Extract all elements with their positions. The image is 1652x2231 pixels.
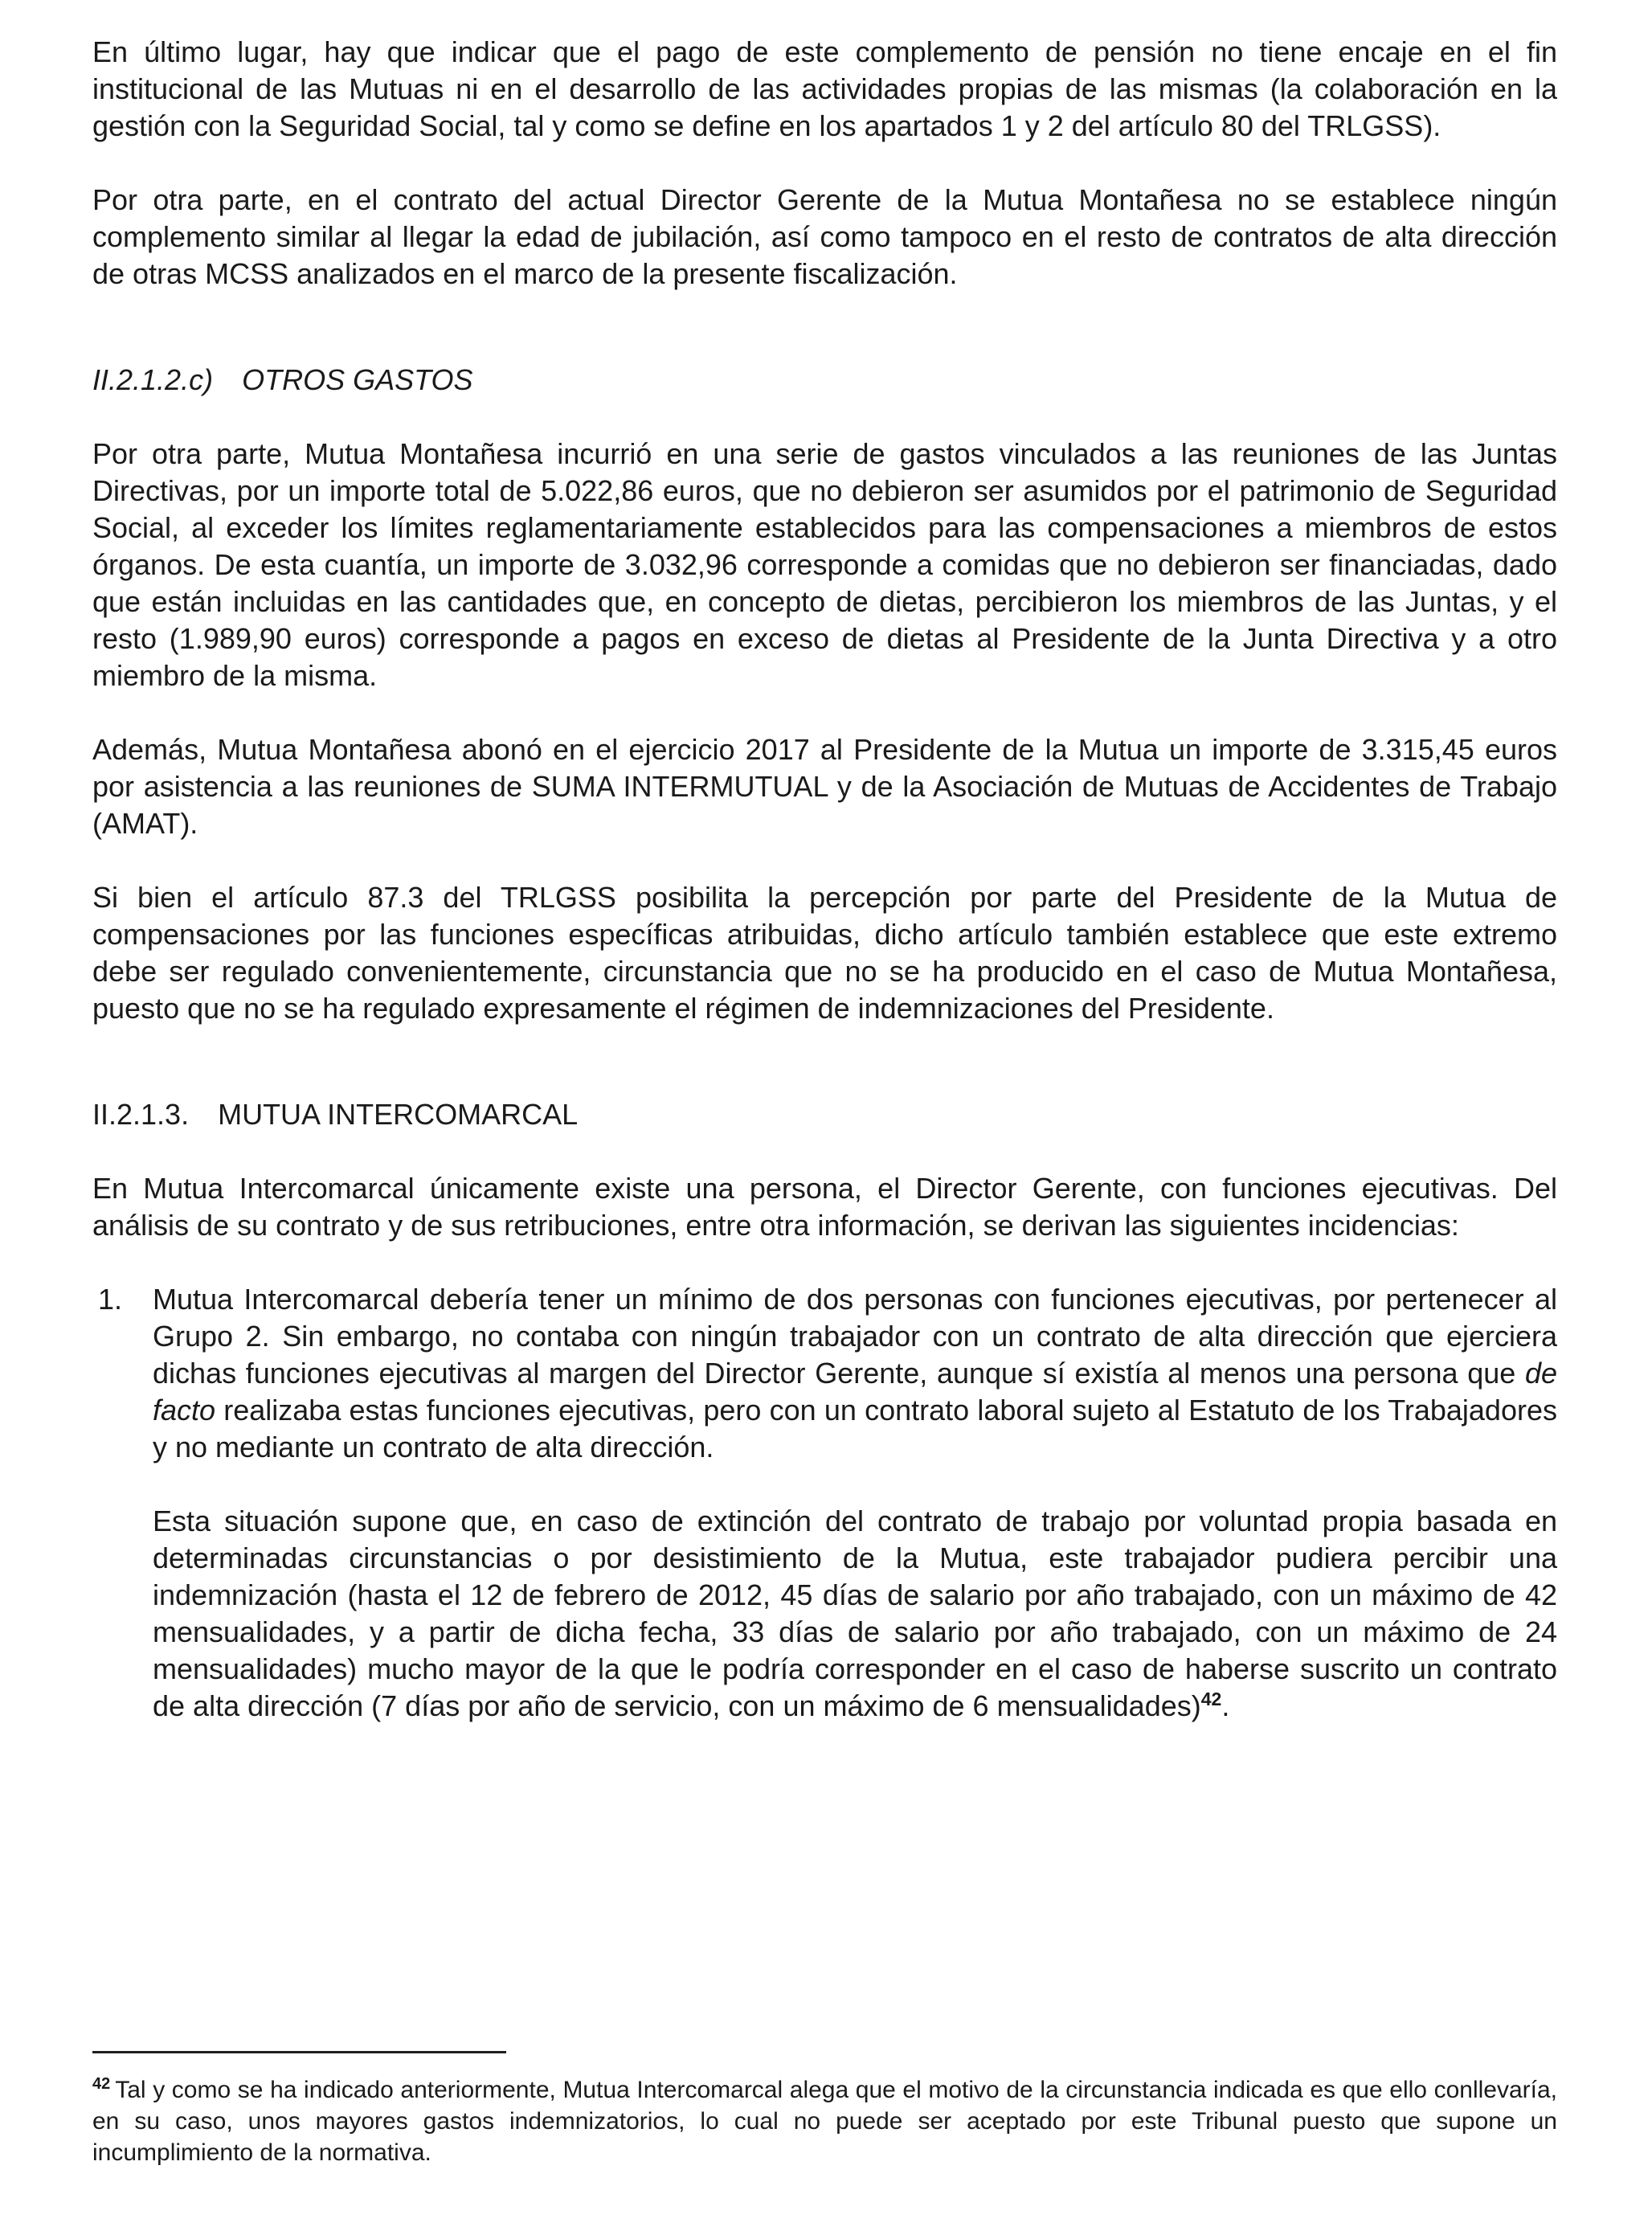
list-item-marker: 1. bbox=[98, 1283, 123, 1316]
section-heading-mutua-intercomarcal bbox=[92, 1064, 1557, 1133]
footnote-text bbox=[92, 2074, 1557, 2168]
heading-number: II.2.1.2.c) bbox=[92, 363, 214, 396]
section-heading-otros-gastos bbox=[92, 330, 1557, 399]
list-item-body bbox=[153, 1281, 1557, 1762]
paragraph-3: Por otra parte, Mutua Montañesa incurrió en una serie de gastos vinculados a las reuniones de las Juntas Directivas, por un importe total de 5.022,86 euros, que no debieron ser asumidos por el patrimonio de Seguridad Social, al exceder los límites reglamentariamente establecidos para las compensaciones a miembros de estos órganos. De esta cuantía, un importe de 3.032,96 corresponde a comidas que no debieron ser financiadas, dado que están incluidas en las cantidades que, en concepto de dietas, percibieron los miembros de las Juntas, y el resto (1.989,90 euros) corresponde a pagos en exceso de dietas al Presidente de la Junta Directiva y a otro miembro de la misma. bbox=[92, 437, 1557, 692]
heading-number: II.2.1.3. bbox=[92, 1098, 190, 1131]
heading-title: MUTUA INTERCOMARCAL bbox=[218, 1098, 579, 1131]
italic-phrase-de-facto: de facto bbox=[153, 1357, 1557, 1427]
list-item-text-start: Mutua Intercomarcal debería tener un mínimo de dos personas con funciones ejecutivas, por pertenecer al Grupo 2. Sin embargo, no contaba con ningún trabajador con un contrato de alta dirección que ejerciera dichas funciones ejecutivas al margen del Director Gerente, aunque sí existía al menos una persona que bbox=[153, 1283, 1557, 1390]
footnote-area bbox=[92, 2051, 1557, 2168]
footnote-separator-rule bbox=[92, 2051, 506, 2053]
paragraph-5: Si bien el artículo 87.3 del TRLGSS posibilita la percepción por parte del Presidente de la Mutua de compensaciones por las funciones específicas atribuidas, dicho artículo también establece que este extremo debe ser regulado convenientemente, circunstancia que no se ha producido en el caso de Mutua Montañesa, puesto que no se ha regulado expresamente el régimen de indemnizaciones del Presidente. bbox=[92, 881, 1557, 1025]
paragraph-6: En Mutua Intercomarcal únicamente existe una persona, el Director Gerente, con funciones ejecutivas. Del análisis de su contrato y de sus retribuciones, entre otra información, se derivan las siguientes incidencias: bbox=[92, 1172, 1557, 1242]
list-item-continuation-paragraph bbox=[153, 1503, 1557, 1725]
paragraph-2: Por otra parte, en el contrato del actual Director Gerente de la Mutua Montañesa no se establece ningún complemento similar al llegar la edad de jubilación, así como tampoco en el resto de contratos de alta dirección de otras MCSS analizados en el marco de la presente fiscalización. bbox=[92, 183, 1557, 290]
continuation-text: Esta situación supone que, en caso de extinción del contrato de trabajo por voluntad propia basada en determinadas circunstancias o por desistimiento de la Mutua, este trabajador pudiera percibir una indemnización (hasta el 12 de febrero de 2012, 45 días de salario por año trabajado, con un máximo de 42 mensualidades, y a partir de dicha fecha, 33 días de salario por año trabajado, con un máximo de 24 mensualidades) mucho mayor de la que le podría corresponder en el caso de haberse suscrito un contrato de alta dirección (7 días por año de servicio, con un máximo de 6 mensualidades) bbox=[153, 1504, 1557, 1722]
paragraph-4: Además, Mutua Montañesa abonó en el ejercicio 2017 al Presidente de la Mutua un importe de 3.315,45 euros por asistencia a las reuniones de SUMA INTERMUTUAL y de la Asociación de Mutuas de Accidentes de Trabajo (AMAT). bbox=[92, 733, 1557, 840]
paragraph-1: En último lugar, hay que indicar que el pago de este complemento de pensión no tiene encaje en el fin institucional de las Mutuas ni en el desarrollo de las actividades propias de las mismas (la colaboración en la gestión con la Seguridad Social, tal y como se define en los apartados 1 y 2 del artículo 80 del TRLGSS). bbox=[92, 35, 1557, 142]
footnote-number-42: 42 bbox=[92, 2075, 111, 2093]
continuation-end-punctuation: . bbox=[1221, 1689, 1230, 1722]
list-item-paragraph bbox=[153, 1281, 1557, 1466]
numbered-list-item-1 bbox=[92, 1281, 1557, 1762]
footnote-reference-42: 42 bbox=[1200, 1689, 1222, 1709]
footnote-body: Tal y como se ha indicado anteriormente, Mutua Intercomarcal alega que el motivo de la circunstancia indicada es que ello conllevaría, en su caso, unos mayores gastos indemnizatorios, lo cual no puede ser aceptado por este Tribunal puesto que supone un incumplimiento de la normativa. bbox=[92, 2077, 1557, 2166]
list-item-text-end: realizaba estas funciones ejecutivas, pero con un contrato laboral sujeto al Estatuto de los Trabajadores y no mediante un contrato de alta dirección. bbox=[153, 1394, 1557, 1463]
heading-title: OTROS GASTOS bbox=[242, 363, 473, 396]
